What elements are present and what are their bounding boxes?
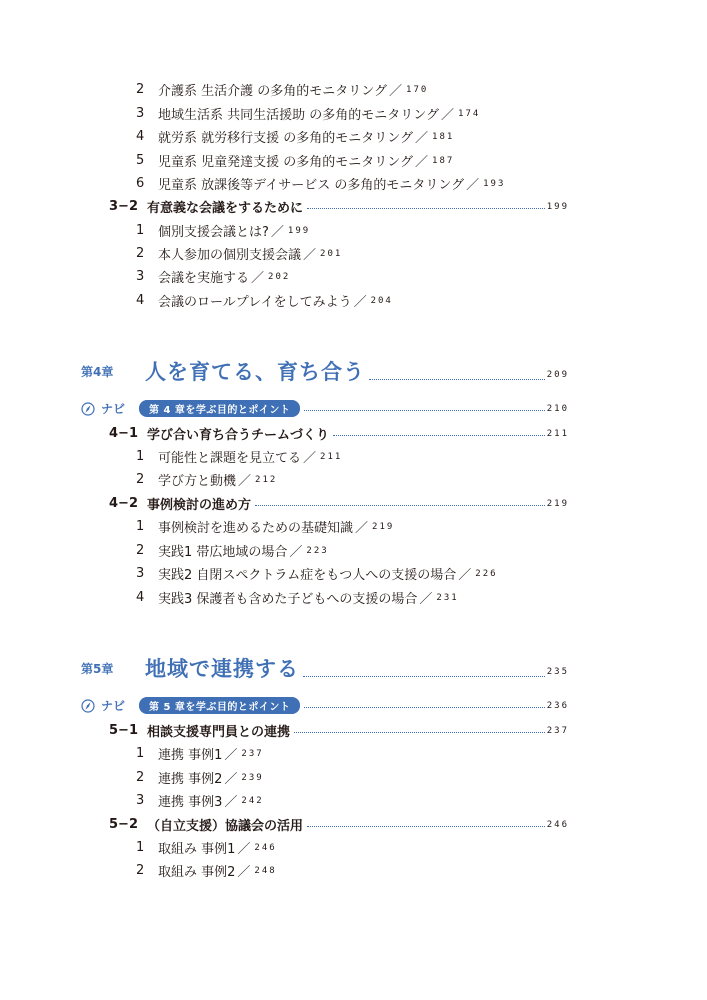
item-number: 2	[136, 246, 145, 261]
item-title: 就労系 就労移行支援 の多角的モニタリング	[158, 131, 414, 146]
section-title: 相談支援専門員との連携	[147, 725, 291, 740]
item-number: 5	[136, 153, 145, 168]
page-number: 246	[546, 819, 569, 830]
dot-leader	[255, 505, 545, 506]
page-number: 237	[241, 748, 264, 759]
toc-section[interactable]	[109, 494, 569, 513]
item-title: 介護系 生活介護 の多角的モニタリング	[158, 84, 388, 99]
separator: ／	[289, 545, 303, 560]
dot-leader	[294, 732, 545, 733]
page-number: 219	[546, 498, 569, 509]
page-number: 235	[546, 667, 569, 677]
navi-label: ナビ	[101, 699, 126, 713]
item-number: 2	[136, 82, 145, 97]
toc-subitem[interactable]	[136, 174, 505, 193]
chapter-title: 人を育てる、育ち合う	[145, 360, 365, 384]
separator: ／	[303, 248, 317, 263]
item-number: 3	[136, 269, 145, 284]
separator: ／	[466, 178, 480, 193]
toc-subitem[interactable]	[136, 447, 342, 466]
page-number: 211	[320, 451, 343, 462]
page-number: 202	[268, 271, 291, 282]
item-title: 連携 事例3	[158, 795, 223, 810]
item-title: 連携 事例2	[158, 772, 223, 787]
item-title: 実践1 帯広地域の場合	[158, 545, 288, 560]
toc-subitem[interactable]	[136, 744, 264, 763]
toc-subitem[interactable]	[136, 291, 393, 310]
page-number: 242	[241, 795, 264, 806]
item-number: 1	[136, 223, 145, 238]
chapter-heading[interactable]	[81, 653, 569, 683]
dot-leader	[303, 676, 545, 677]
section-number: 3−2	[109, 199, 138, 214]
page-number: 181	[432, 131, 455, 142]
item-title: 児童系 児童発達支援 の多角的モニタリング	[158, 155, 414, 170]
page-number: 212	[255, 474, 278, 485]
separator: ／	[238, 474, 252, 489]
page-number: 211	[546, 428, 569, 439]
page-number: 199	[546, 201, 569, 212]
page-number: 219	[372, 521, 395, 532]
page-number: 226	[475, 568, 498, 579]
item-title: 個別支援会議とは?	[158, 225, 269, 240]
dot-leader	[307, 208, 545, 209]
toc-subitem[interactable]	[136, 80, 428, 99]
item-number: 6	[136, 176, 145, 191]
chapter-label: 第5章	[81, 661, 114, 676]
page-number: 193	[483, 178, 506, 189]
item-number: 3	[136, 793, 145, 808]
item-title: 実践2 自閉スペクトラム症をもつ人への支援の場合	[158, 568, 457, 583]
page-number: 170	[406, 84, 429, 95]
compass-icon	[81, 699, 95, 713]
separator: ／	[270, 225, 284, 240]
navi-label: ナビ	[101, 402, 126, 416]
toc-subitem[interactable]	[136, 541, 329, 560]
section-number: 4−1	[109, 426, 138, 441]
item-title: 学び方と動機	[158, 474, 237, 489]
page-number: 201	[320, 248, 343, 259]
toc-subitem[interactable]	[136, 564, 498, 583]
toc-section[interactable]	[109, 424, 569, 443]
navi-badge: 第 5 章を学ぶ目的とポイント	[139, 697, 300, 714]
toc-subitem[interactable]	[136, 104, 480, 123]
separator: ／	[389, 84, 403, 99]
separator: ／	[355, 521, 369, 536]
dot-leader	[369, 379, 545, 380]
section-number: 5−2	[109, 817, 138, 832]
separator: ／	[224, 795, 238, 810]
navi-badge: 第 4 章を学ぶ目的とポイント	[139, 400, 300, 417]
toc-subitem[interactable]	[136, 267, 290, 286]
item-number: 3	[136, 106, 145, 121]
separator: ／	[419, 592, 433, 607]
separator: ／	[237, 842, 251, 857]
item-number: 4	[136, 293, 145, 308]
section-number: 5−1	[109, 723, 138, 738]
toc-subitem[interactable]	[136, 151, 454, 170]
item-title: 連携 事例1	[158, 748, 223, 763]
item-number: 2	[136, 770, 145, 785]
separator: ／	[251, 271, 265, 286]
page-number: 210	[546, 403, 569, 414]
toc-subitem[interactable]	[136, 517, 394, 536]
page-number: 237	[546, 725, 569, 736]
item-title: 本人参加の個別支援会議	[158, 248, 302, 263]
toc-subitem[interactable]	[136, 127, 454, 146]
page-number: 199	[287, 225, 311, 236]
item-title: 地域生活系 共同生活援助 の多角的モニタリング	[158, 108, 440, 123]
separator: ／	[353, 295, 367, 310]
separator: ／	[303, 451, 317, 466]
separator: ／	[237, 865, 251, 880]
separator: ／	[441, 108, 455, 123]
item-number: 2	[136, 543, 145, 558]
separator: ／	[458, 568, 472, 583]
item-title: 事例検討を進めるための基礎知識	[158, 521, 354, 536]
item-number: 1	[136, 746, 145, 761]
dot-leader	[307, 826, 545, 827]
separator: ／	[415, 131, 429, 146]
toc-subitem[interactable]	[136, 244, 342, 263]
section-number: 4−2	[109, 496, 138, 511]
toc-subitem[interactable]	[136, 861, 277, 880]
page-number: 239	[241, 772, 264, 783]
compass-icon	[81, 402, 95, 416]
dot-leader	[304, 410, 544, 411]
toc-subitem[interactable]	[136, 791, 264, 810]
section-title: 学び合い育ち合うチームづくり	[147, 428, 330, 443]
chapter-label: 第4章	[81, 364, 114, 379]
item-number: 1	[136, 519, 145, 534]
item-title: 会議を実施する	[158, 271, 250, 286]
toc-subitem[interactable]	[136, 221, 310, 240]
chapter-title: 地域で連携する	[145, 657, 299, 681]
page-number: 246	[254, 842, 277, 853]
page-number: 236	[546, 700, 569, 711]
item-number: 1	[136, 449, 145, 464]
page-number: 187	[432, 155, 455, 166]
item-title: 取組み 事例1	[158, 842, 236, 857]
section-title: 事例検討の進め方	[147, 498, 252, 513]
separator: ／	[224, 772, 238, 787]
item-number: 1	[136, 840, 145, 855]
chapter-heading[interactable]	[81, 356, 569, 386]
section-title: （自立支援）協議会の活用	[147, 819, 304, 834]
item-title: 可能性と課題を見立てる	[158, 451, 302, 466]
dot-leader	[304, 707, 544, 708]
page-number: 174	[458, 108, 481, 119]
page-number: 209	[546, 370, 569, 380]
toc-subitem[interactable]	[136, 768, 264, 787]
toc-subitem[interactable]	[136, 838, 277, 857]
separator: ／	[224, 748, 238, 763]
separator: ／	[415, 155, 429, 170]
item-title: 児童系 放課後等デイサービス の多角的モニタリング	[158, 178, 465, 193]
dot-leader	[333, 435, 545, 436]
toc-section[interactable]	[109, 815, 569, 834]
item-title: 取組み 事例2	[158, 865, 236, 880]
item-number: 2	[136, 472, 145, 487]
page-number: 223	[306, 545, 329, 556]
item-number: 4	[136, 129, 145, 144]
item-number: 4	[136, 590, 145, 605]
page-number: 248	[254, 865, 277, 876]
navi-row[interactable]	[81, 697, 569, 714]
toc-subitem[interactable]	[136, 588, 459, 607]
toc-section[interactable]	[109, 721, 569, 740]
item-number: 3	[136, 566, 145, 581]
section-title: 有意義な会議をするために	[147, 201, 304, 216]
toc-subitem[interactable]	[136, 470, 277, 489]
item-title: 会議のロールプレイをしてみよう	[158, 295, 352, 310]
navi-row[interactable]	[81, 400, 569, 417]
toc-section[interactable]	[109, 197, 569, 216]
item-number: 2	[136, 863, 145, 878]
page-number: 231	[436, 592, 459, 603]
item-title: 実践3 保護者も含めた子どもへの支援の場合	[158, 592, 418, 607]
page-number: 204	[370, 295, 393, 306]
